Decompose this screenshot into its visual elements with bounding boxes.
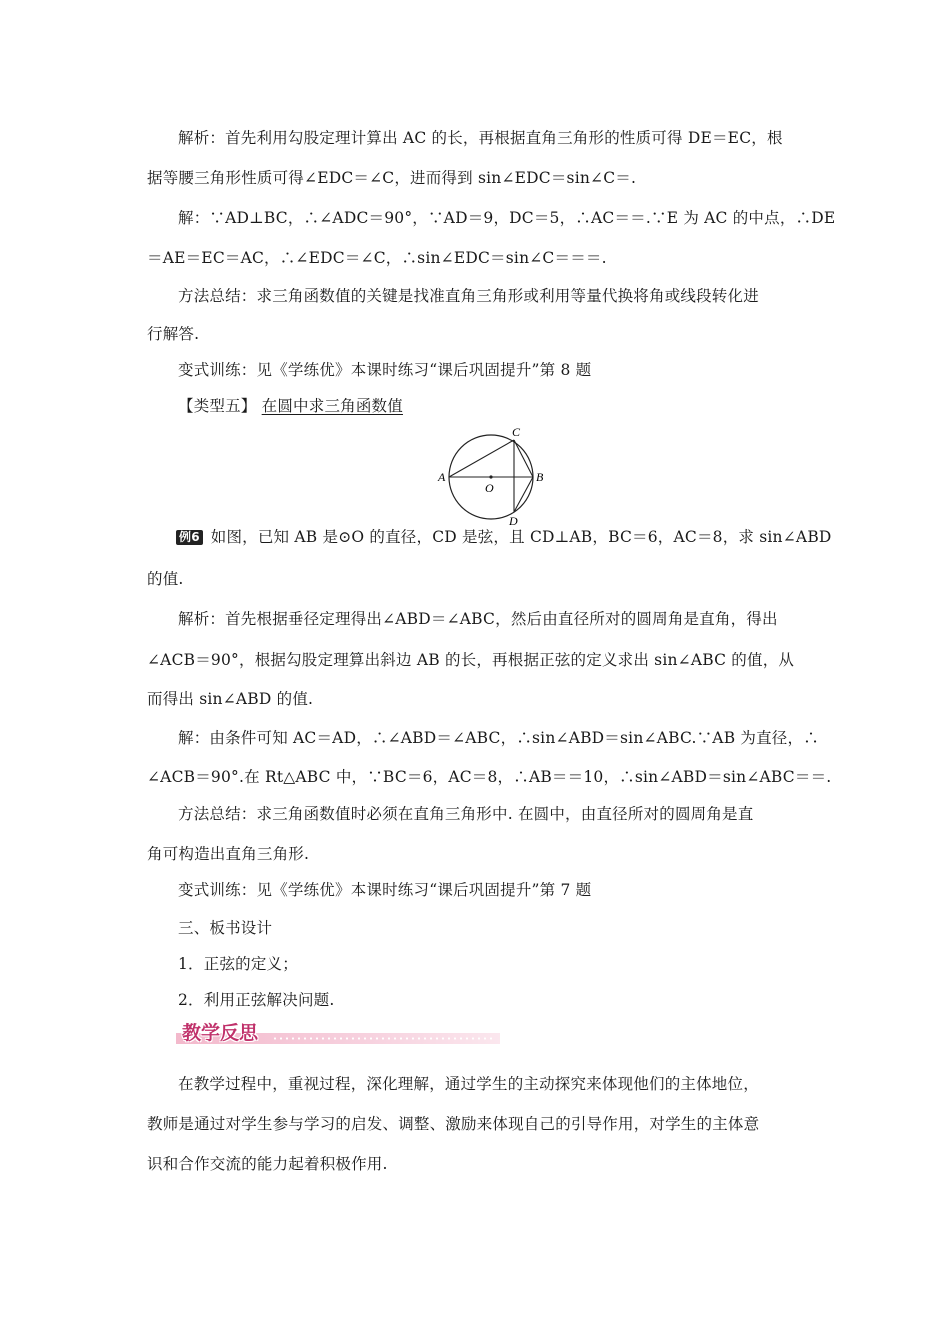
solution2-line1: 解：由条件可知 AC＝AD，∴∠ABD＝∠ABC，∴sin∠ABD＝sin∠ABC.∵AB 为直径，∴ — [178, 729, 819, 747]
example6-line1 — [176, 527, 841, 547]
solution2-line2: ∠ACB＝90°.在 Rt△ABC 中，∵BC＝6，AC＝8，∴AB＝＝10，∴sin∠ABD＝sin∠ABC＝＝. — [147, 768, 832, 786]
label-a: A — [438, 470, 446, 484]
reflection-title: 教学反思 — [182, 1022, 259, 1044]
analysis2-line2: ∠ACB＝90°，根据勾股定理算出斜边 AB 的长，再根据正弦的定义求出 sin∠ABC 的值，从 — [147, 651, 795, 669]
reflection-dots — [272, 1037, 492, 1040]
summary2-line2: 角可构造出直角三角形. — [147, 845, 310, 863]
label-o: O — [485, 481, 494, 495]
example6-badge: 例6 — [176, 530, 203, 545]
board-item2: 2．利用正弦解决问题. — [178, 991, 335, 1009]
example6-line2: 的值. — [147, 570, 184, 588]
analysis2-line3: 而得出 sin∠ABD 的值. — [147, 690, 314, 708]
type5-tag: 【类型五】 — [178, 397, 257, 415]
type5-title: 在圆中求三角函数值 — [261, 397, 403, 415]
segment-ac — [449, 440, 514, 477]
practice1: 变式训练：见《学练优》本课时练习“课后巩固提升”第 8 题 — [178, 361, 592, 379]
reflection-banner — [176, 1018, 500, 1048]
center-dot — [489, 475, 492, 478]
example6-text: 如图，已知 AB 是⊙O 的直径，CD 是弦，且 CD⊥AB，BC＝6，AC＝8，求 sin∠ABD — [210, 528, 832, 546]
segment-bd — [514, 477, 533, 512]
practice2: 变式训练：见《学练优》本课时练习“课后巩固提升”第 7 题 — [178, 881, 592, 899]
analysis2-line1: 解析：首先根据垂径定理得出∠ABD＝∠ABC，然后由直径所对的圆周角是直角，得出 — [178, 610, 778, 628]
solution1-line1: 解：∵AD⊥BC，∴∠ADC＝90°，∵AD＝9，DC＝5，∴AC＝＝.∵E 为 AC 的中点，∴DE — [178, 209, 836, 227]
board-item1: 1．正弦的定义； — [178, 955, 298, 973]
reflection-line2: 教师是通过对学生参与学习的启发、调整、激励来体现自己的引导作用，对学生的主体意 — [147, 1115, 760, 1133]
segment-bc — [514, 440, 533, 477]
board-heading: 三、板书设计 — [178, 919, 273, 937]
analysis1-line2: 据等腰三角形性质可得∠EDC＝∠C，进而得到 sin∠EDC＝sin∠C＝. — [147, 169, 637, 187]
label-c: C — [512, 425, 521, 439]
reflection-line3: 识和合作交流的能力起着积极作用. — [147, 1155, 388, 1173]
solution1-line2: ＝AE＝EC＝AC，∴∠EDC＝∠C，∴sin∠EDC＝sin∠C＝＝＝. — [147, 249, 607, 267]
circle-figure — [433, 393, 553, 530]
summary1-line2: 行解答. — [147, 325, 200, 343]
label-d: D — [509, 514, 518, 528]
summary1-line1: 方法总结：求三角函数值的关键是找准直角三角形或利用等量代换将角或线段转化进 — [178, 287, 759, 305]
reflection-line1: 在教学过程中，重视过程，深化理解，通过学生的主动探究来体现他们的主体地位， — [178, 1075, 759, 1093]
analysis1-line1: 解析：首先利用勾股定理计算出 AC 的长，再根据直角三角形的性质可得 DE＝EC，根 — [178, 129, 783, 147]
label-b: B — [536, 470, 544, 484]
summary2-line1: 方法总结：求三角函数值时必须在直角三角形中. 在圆中，由直径所对的圆周角是直 — [178, 805, 754, 823]
